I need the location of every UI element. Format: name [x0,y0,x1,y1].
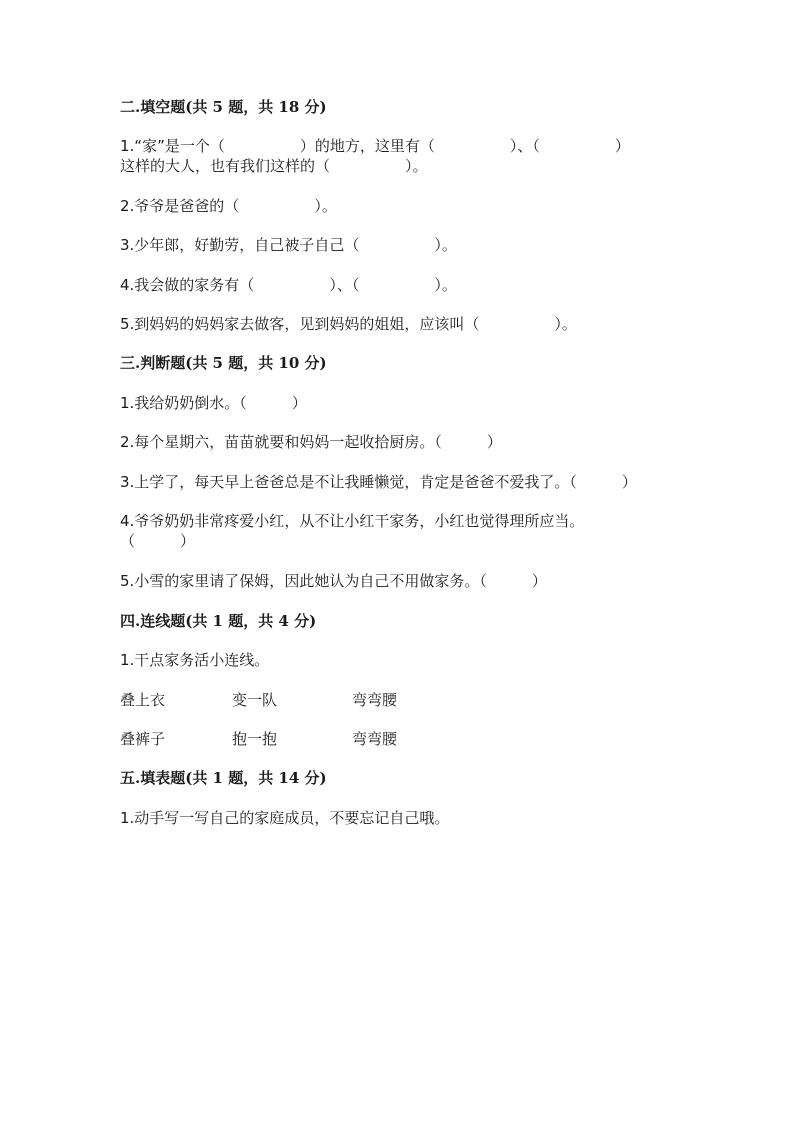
question-fill-4: 4.我会做的家务有（ ）、（ ）。 [120,276,457,294]
question-tf-3: 3.上学了，每天早上爸爸总是不让我睡懒觉，肯定是爸爸不爱我了。（ ） [120,473,637,491]
question-fill-1-line2: 这样的大人，也有我们这样的（ ）。 [120,157,428,175]
match-row2-col1: 叠裤子 [120,730,166,748]
question-fill-2: 2.爷爷是爸爸的（ ）。 [120,197,337,215]
question-tf-4-line1: 4.爷爷奶奶非常疼爱小红，从不让小红干家务，小红也觉得理所应当。 [120,512,585,530]
question-fill-5: 5.到妈妈的妈妈家去做客，见到妈妈的姐姐，应该叫（ ）。 [120,315,577,333]
match-row1-col1: 叠上衣 [120,691,166,709]
question-tf-1: 1.我给奶奶倒水。（ ） [120,394,307,412]
question-fill-1-line1: 1.“家”是一个（ ）的地方，这里有（ ）、（ ） [120,137,630,155]
question-tf-5: 5.小雪的家里请了保姆，因此她认为自己不用做家务。（ ） [120,572,547,590]
section-heading-true-false: 三.判断题(共 5 题，共 10 分) [120,354,327,372]
match-row1-col3: 弯弯腰 [352,691,398,709]
section-heading-fill-blank: 二.填空题(共 5 题，共 18 分) [120,98,327,116]
section-heading-fill-table: 五.填表题(共 1 题，共 14 分) [120,769,327,787]
match-row2-col3: 弯弯腰 [352,730,398,748]
question-match-1: 1.干点家务活小连线。 [120,651,270,669]
match-row1-col2: 变一队 [232,691,278,709]
question-fill-3: 3.少年郎，好勤劳，自己被子自己（ ）。 [120,236,457,254]
question-tf-2: 2.每个星期六，苗苗就要和妈妈一起收拾厨房。（ ） [120,433,502,451]
match-row2-col2: 抱一抱 [232,730,278,748]
question-table-1: 1.动手写一写自己的家庭成员，不要忘记自己哦。 [120,809,450,827]
section-heading-matching: 四.连线题(共 1 题，共 4 分) [120,612,317,630]
question-tf-4-line2: （ ） [120,532,196,550]
